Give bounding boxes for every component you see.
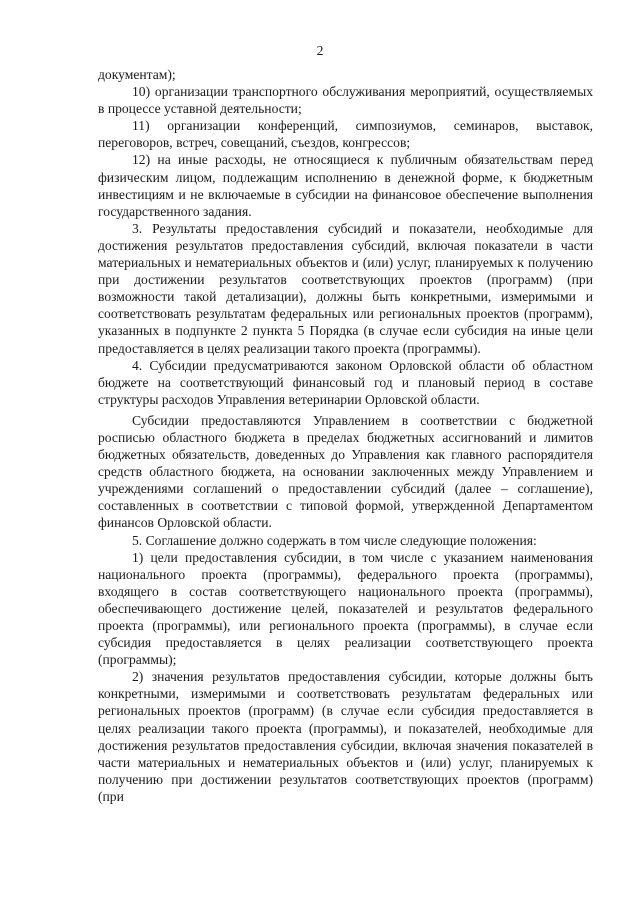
page-number: 2: [316, 43, 324, 58]
paragraph-section-5: 5. Соглашение должно содержать в том числе следующие положения:: [132, 532, 537, 548]
paragraph-section-3: 3. Результаты предоставления субсидий и показатели, необходимые для достижения результатов предоставления субсидий, включая показатели в части материальных и нематериальных объектов и (или) услуг, планируемых к получению при достижении результатов соответствующих проектов (программ) (при возможности такой детализации), должны быть конкретными, измеримыми и соответствовать результатам федеральных или региональных проектов (программ), указанных в подпункте 2 пункта 5 Порядка (в случае если субсидия на иные цели предоставляется в целях реализации такого проекта (программы).: [98, 220, 593, 356]
paragraph-subsidies-provision: Субсидии предоставляются Управлением в соответствии с бюджетной росписью областного бюджета в пределах бюджетных ассигнований и лимитов бюджетных обязательств, доведенных до Управления как главного распорядителя средств областного бюджета, на основании заключенных между Управлением и учреждениями соглашений о предоставлении субсидий (далее – соглашение), составленных в соответствии с типовой формой, утвержденной Департаментом финансов Орловской области.: [98, 412, 593, 531]
document-body: [98, 66, 593, 805]
paragraph-item-11: 11) организации конференций, симпозиумов, семинаров, выставок, переговоров, встреч, совещаний, съездов, конгрессов;: [98, 118, 593, 151]
paragraph-item-10: 10) организации транспортного обслуживания мероприятий, осуществляемых в процессе уставной деятельности;: [98, 84, 593, 117]
paragraph-provision-1: 1) цели предоставления субсидии, в том числе с указанием наименования национального проекта (программы), федерального проекта (программы), входящего в состав соответствующего национального проекта (программы), обеспечивающего достижение целей, показателей и результатов федерального проекта (программы), или регионального проекта (программы), в случае если субсидия предоставляется в целях реализации соответствующего проекта (программы);: [98, 549, 593, 668]
paragraph-provision-2: 2) значения результатов предоставления субсидии, которые должны быть конкретными, измеримыми и соответствовать результатам федеральных или региональных проектов (программ) (в случае если субсидия предоставляется в целях реализации такого проекта (программы), и показателей, необходимые для достижения результатов предоставления субсидии, включая значения показателей в части материальных и нематериальных объектов и (или) услуг, планируемых к получению при достижении результатов соответствующих проектов (программ) (при: [98, 669, 593, 804]
paragraph-continuation: документам);: [98, 67, 176, 82]
paragraph-item-12: 12) на иные расходы, не относящиеся к публичным обязательствам перед физическим лицом, подлежащим исполнению в денежной форме, к бюджетным инвестициям и не включаемые в субсидии на финансовое обеспечение выполнения государственного задания.: [98, 152, 593, 219]
paragraph-section-4: 4. Субсидии предусматриваются законом Орловской области об областном бюджете на соответствующий финансовый год и плановый период в составе структуры расходов Управления ветеринарии Орловской области.: [98, 357, 593, 407]
